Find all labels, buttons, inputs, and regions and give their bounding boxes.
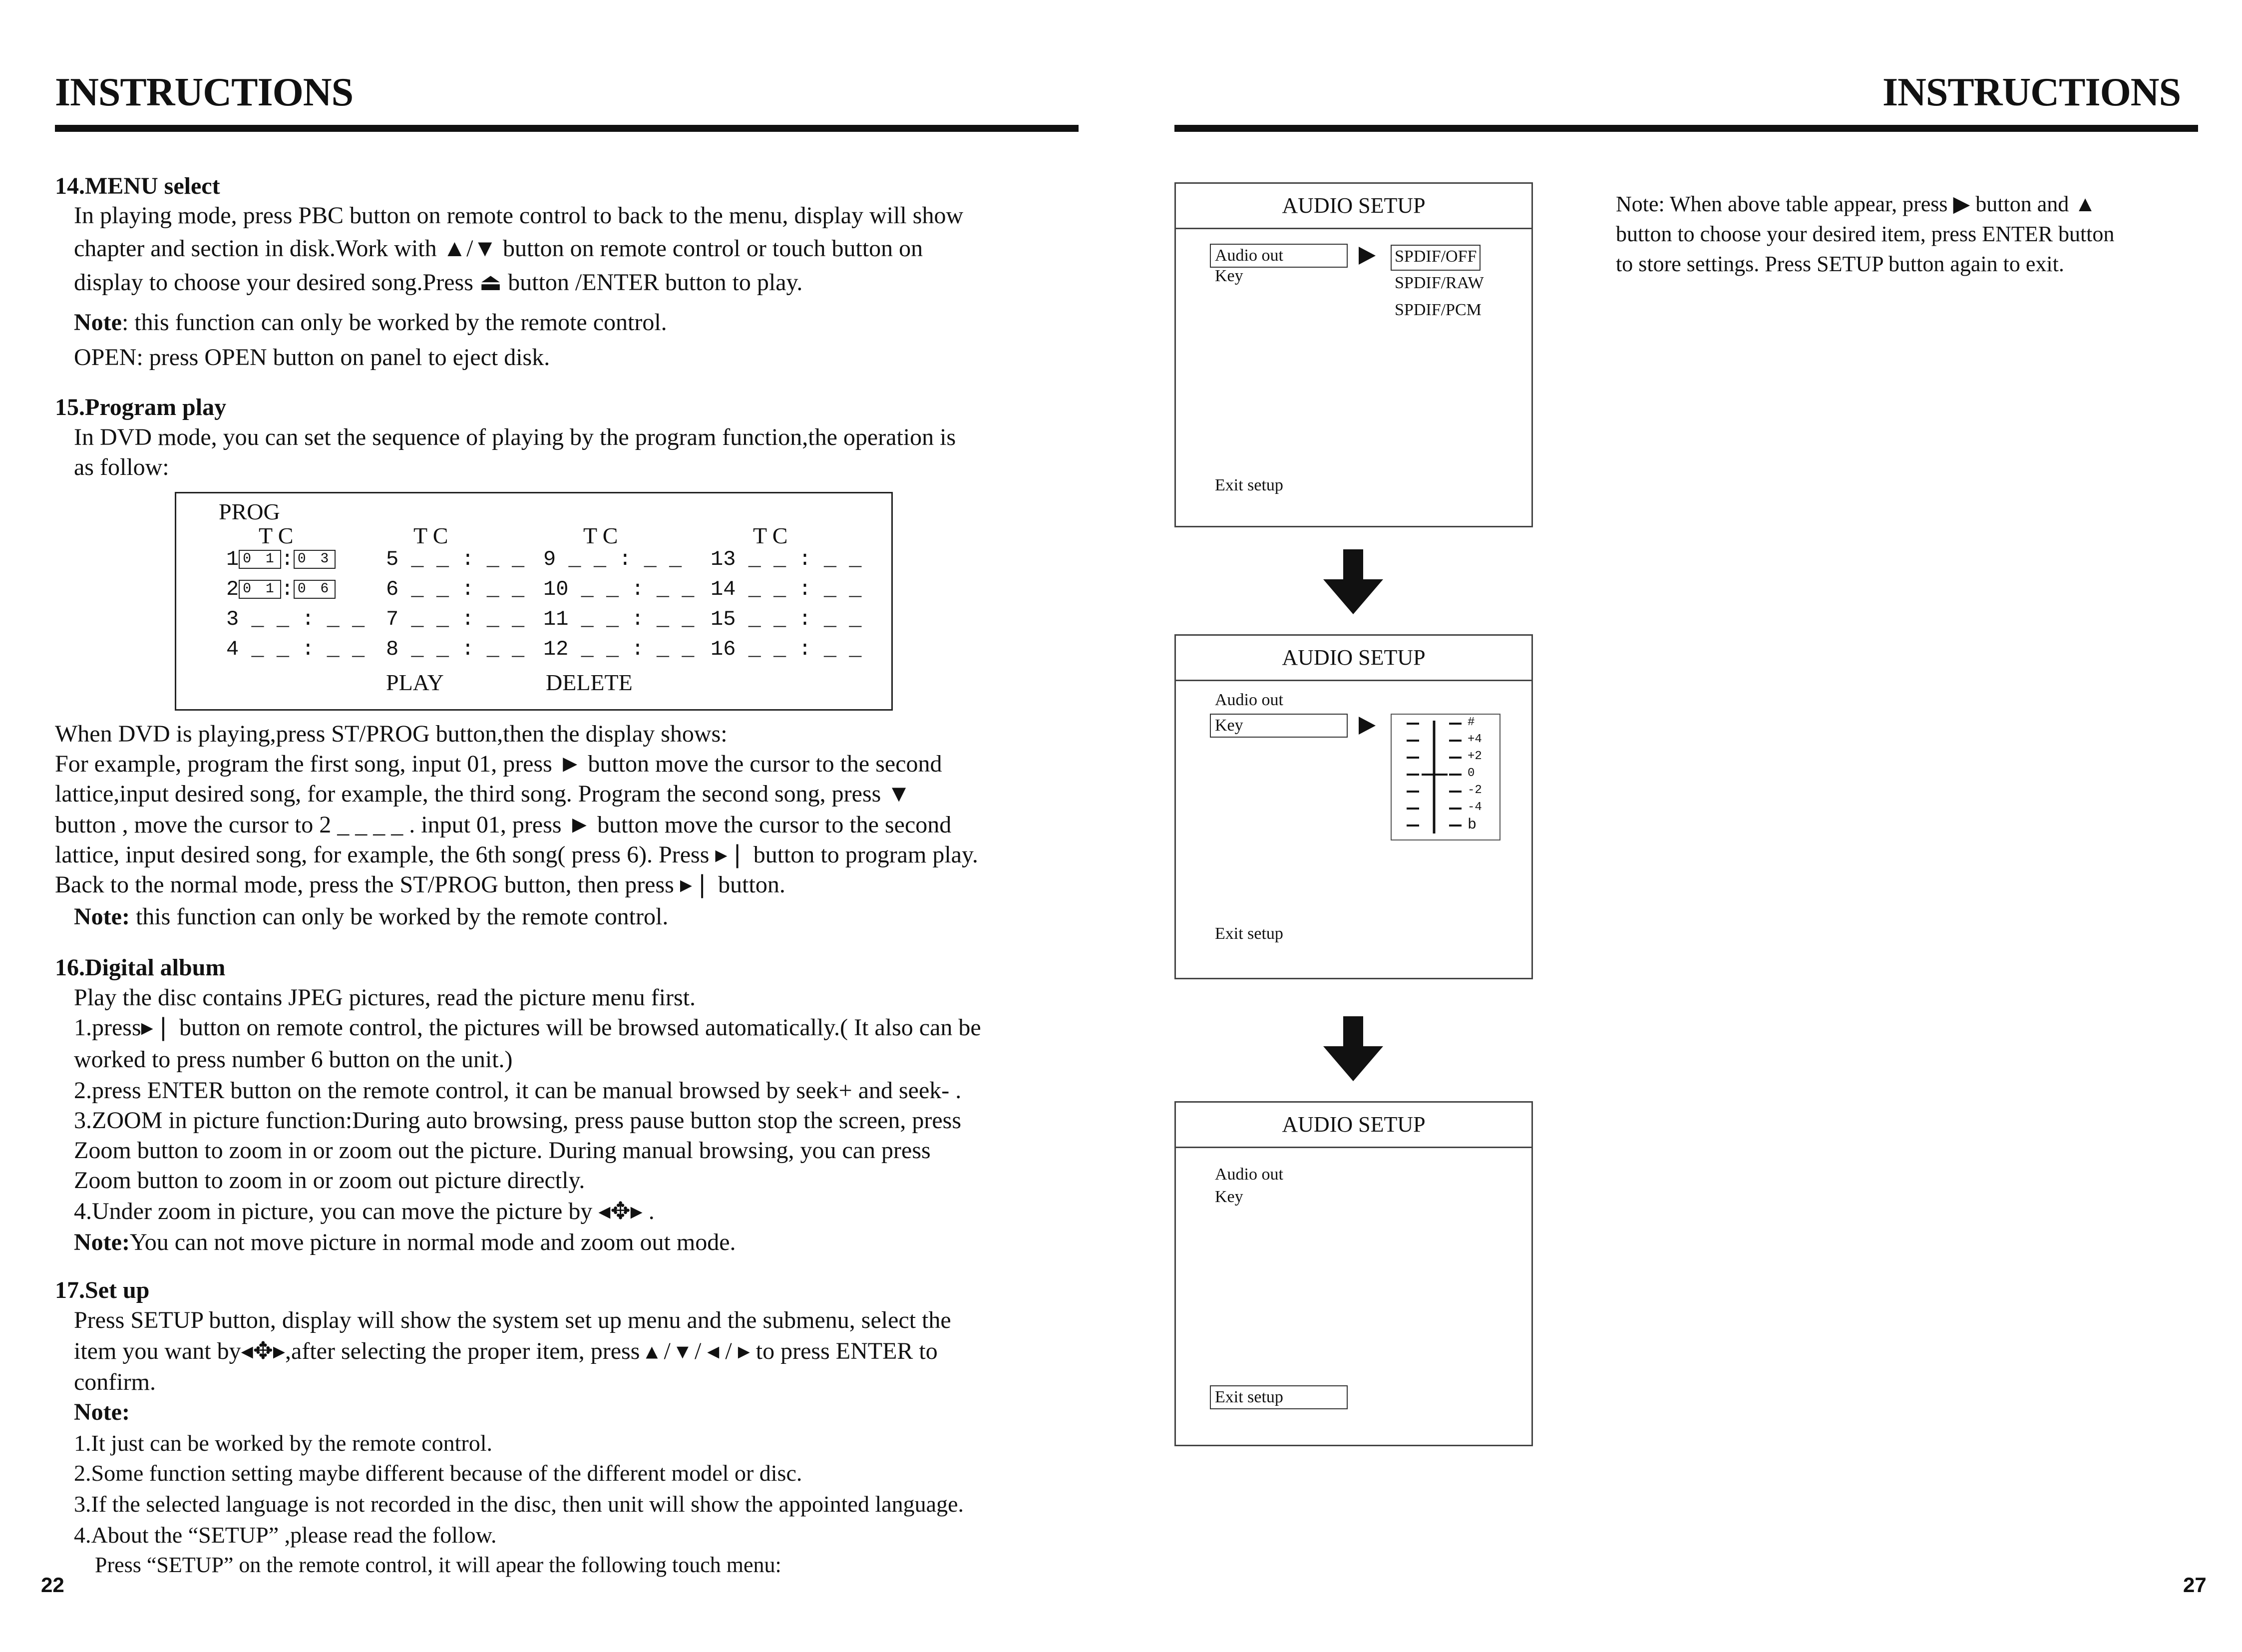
key-level-label: -4 [1468, 801, 1482, 814]
section-16-line-4: 2.press ENTER button on the remote control, it can be manual browsed by seek+ and seek- . [74, 1077, 962, 1104]
right-note-line-2: button to choose your desired item, press ENTER button [1616, 222, 2115, 246]
slot-field: 0 1 [239, 580, 281, 599]
menu-item-exit-setup[interactable]: Exit setup [1215, 476, 1283, 494]
section-17-last-line: Press “SETUP” on the remote control, it will apear the following touch menu: [95, 1553, 781, 1577]
section-15-after-line-6: Back to the normal mode, press the ST/PROG button, then press ▸❘ button. [55, 871, 785, 898]
menu-item-exit-setup[interactable]: Exit setup [1215, 924, 1283, 943]
play-arrow-icon [1359, 717, 1376, 735]
option-spdif-off[interactable]: SPDIF/OFF [1391, 245, 1481, 271]
table-row-3-col-2: 7 _ _ : _ _ [386, 607, 525, 631]
play-label: PLAY [386, 670, 444, 695]
audio-setup-title: AUDIO SETUP [1176, 1103, 1531, 1148]
key-level-label: +2 [1468, 750, 1482, 763]
section-15-after-line-2: For example, program the first song, input 01, press ► button move the cursor to the second [55, 751, 942, 777]
key-level-label: 0 [1468, 767, 1475, 780]
left-header-rule [55, 125, 1079, 132]
section-16-line-1: Play the disc contains JPEG pictures, read the picture menu first. [74, 984, 696, 1011]
audio-setup-box-3 [1174, 1101, 1533, 1446]
section-17-line-2: item you want by◂✥▸,after selecting the proper item, press ▴ / ▾ / ◂ / ▸ to press ENTER to [74, 1338, 938, 1364]
audio-setup-box-1 [1174, 182, 1533, 527]
section-14-title: 14.MENU select [55, 173, 220, 199]
table-row-4-col-2: 8 _ _ : _ _ [386, 637, 525, 661]
program-table [175, 492, 893, 711]
section-15-after-line-4: button , move the cursor to 2 _ _ _ _ . input 01, press ► button move the cursor to the second [55, 812, 952, 838]
delete-label: DELETE [546, 670, 633, 695]
section-16-line-2: 1.press▸❘ button on remote control, the pictures will be browsed automatically.( It also can be [74, 1014, 981, 1041]
table-row-3-col-4: 15 _ _ : _ _ [711, 607, 862, 631]
section-16-line-7: Zoom button to zoom in or zoom out picture directly. [74, 1167, 585, 1194]
audio-setup-title: AUDIO SETUP [1176, 636, 1531, 681]
section-16-line-8: 4.Under zoom in picture, you can move the picture by ◂✥▸ . [74, 1198, 655, 1225]
menu-item-exit-setup[interactable]: Exit setup [1210, 1385, 1348, 1409]
table-row-4-col-1: 4 _ _ : _ _ [226, 637, 365, 661]
slot-field: 0 3 [294, 550, 336, 569]
right-page-header: INSTRUCTIONS [1882, 70, 2181, 114]
row-number: 2 [226, 577, 239, 601]
section-16-line-6: Zoom button to zoom in or zoom out the picture. During manual browsing, you can press [74, 1137, 931, 1164]
section-15-after-line-5: lattice, input desired song, for example, the 6th song( press 6). Press ▸❘ button to program play. [55, 841, 978, 868]
menu-item-key[interactable]: Key [1215, 1188, 1243, 1206]
section-15-title: 15.Program play [55, 394, 227, 420]
key-level-label: # [1468, 716, 1475, 729]
menu-item-key[interactable]: Key [1215, 267, 1243, 285]
table-row-3-col-3: 11 _ _ : _ _ [543, 607, 695, 631]
section-14-line-3: display to choose your desired song.Press ⏏ button /ENTER button to play. [74, 269, 803, 296]
section-14-line-1: In playing mode, press PBC button on remote control to back to the menu, display will show [74, 202, 964, 229]
down-arrow-icon [1323, 1016, 1383, 1081]
table-row-1-col-3: 9 _ _ : _ _ [543, 547, 682, 571]
audio-setup-title: AUDIO SETUP [1176, 184, 1531, 229]
right-header-rule [1174, 125, 2198, 132]
note-text: You can not move picture in normal mode and zoom out mode. [129, 1229, 736, 1255]
section-14-note [74, 308, 667, 338]
menu-item-audio-out[interactable]: Audio out [1210, 244, 1348, 268]
table-row-2-col-3: 10 _ _ : _ _ [543, 577, 695, 601]
col-header-4: T C [753, 523, 788, 548]
note-text: this function can only be worked by the remote control. [129, 903, 669, 930]
right-page-number: 27 [2183, 1573, 2207, 1597]
section-17-line-3: confirm. [74, 1369, 156, 1395]
prog-label: PROG [219, 499, 280, 524]
play-arrow-icon [1359, 247, 1376, 265]
key-level-label: -2 [1468, 784, 1482, 797]
col-header-1: T C [259, 523, 294, 548]
key-level-label: +4 [1468, 733, 1482, 746]
table-row-4-col-3: 12 _ _ : _ _ [543, 637, 695, 661]
row-number: 1 [226, 547, 239, 571]
table-row-4-col-4: 16 _ _ : _ _ [711, 637, 862, 661]
note-label: Note: [74, 903, 130, 930]
down-arrow-icon [1323, 549, 1383, 614]
option-spdif-pcm[interactable]: SPDIF/PCM [1395, 301, 1482, 319]
right-note-line-3: to store settings. Press SETUP button again to exit. [1616, 252, 2064, 276]
audio-setup-box-2 [1174, 634, 1533, 979]
left-page-header: INSTRUCTIONS [55, 70, 354, 114]
right-note-line-1: Note: When above table appear, press ▶ button and ▲ [1616, 192, 2096, 216]
section-17-note-4: 4.About the “SETUP” ,please read the follow. [74, 1522, 497, 1548]
section-17-note-3: 3.If the selected language is not recorded in the disc, then unit will show the appointed language. [74, 1491, 964, 1517]
section-15-after-line-1: When DVD is playing,press ST/PROG button,then the display shows: [55, 721, 728, 747]
col-header-2: T C [413, 523, 448, 548]
menu-item-key[interactable]: Key [1210, 714, 1348, 738]
table-row-2-col-1: 2 0 1 : 0 6 [226, 577, 336, 601]
section-16-line-5: 3.ZOOM in picture function:During auto browsing, press pause button stop the screen, press [74, 1107, 962, 1134]
note-label: Note [74, 309, 122, 336]
section-15-line-1: In DVD mode, you can set the sequence of playing by the program function,the operation is [74, 424, 956, 450]
left-page-number: 22 [41, 1573, 64, 1597]
table-row-3-col-1: 3 _ _ : _ _ [226, 607, 365, 631]
table-row-1-col-2: 5 _ _ : _ _ [386, 547, 525, 571]
slot-field: 0 6 [294, 580, 336, 599]
section-16-line-3: worked to press number 6 button on the unit.) [74, 1046, 513, 1073]
section-15-line-2: as follow: [74, 454, 169, 480]
col-header-3: T C [583, 523, 618, 548]
section-17-note-1: 1.It just can be worked by the remote control. [74, 1430, 492, 1456]
note-label: Note: [74, 1229, 130, 1255]
section-17-note-2: 2.Some function setting maybe different because of the different model or disc. [74, 1460, 802, 1486]
section-16-title: 16.Digital album [55, 954, 226, 981]
table-row-1-col-1: 1 0 1 : 0 3 [226, 547, 336, 571]
slot-field: 0 1 [239, 550, 281, 569]
section-17-line-1: Press SETUP button, display will show the system set up menu and the submenu, select the [74, 1307, 951, 1333]
table-row-2-col-4: 14 _ _ : _ _ [711, 577, 862, 601]
menu-item-audio-out[interactable]: Audio out [1215, 691, 1283, 709]
section-17-title: 17.Set up [55, 1277, 150, 1303]
option-spdif-raw[interactable]: SPDIF/RAW [1395, 274, 1484, 292]
table-row-1-col-4: 13 _ _ : _ _ [711, 547, 862, 571]
section-15-note [74, 902, 668, 932]
section-17-note-label: Note: [74, 1399, 130, 1425]
key-level-ticks [1392, 715, 1499, 839]
section-15-after-line-3: lattice,input desired song, for example, the third song. Program the second song, press ▼ [55, 781, 911, 807]
section-14-line-2: chapter and section in disk.Work with ▲/▼ button on remote control or touch button on [74, 235, 923, 262]
section-14-open-line: OPEN: press OPEN button on panel to eject disk. [74, 344, 550, 371]
table-row-2-col-2: 6 _ _ : _ _ [386, 577, 525, 601]
key-level-label: b [1468, 817, 1477, 833]
section-16-note [74, 1228, 736, 1257]
note-text: : this function can only be worked by the remote control. [121, 309, 667, 336]
key-level-slider[interactable] [1391, 714, 1500, 840]
menu-item-audio-out[interactable]: Audio out [1215, 1165, 1283, 1184]
